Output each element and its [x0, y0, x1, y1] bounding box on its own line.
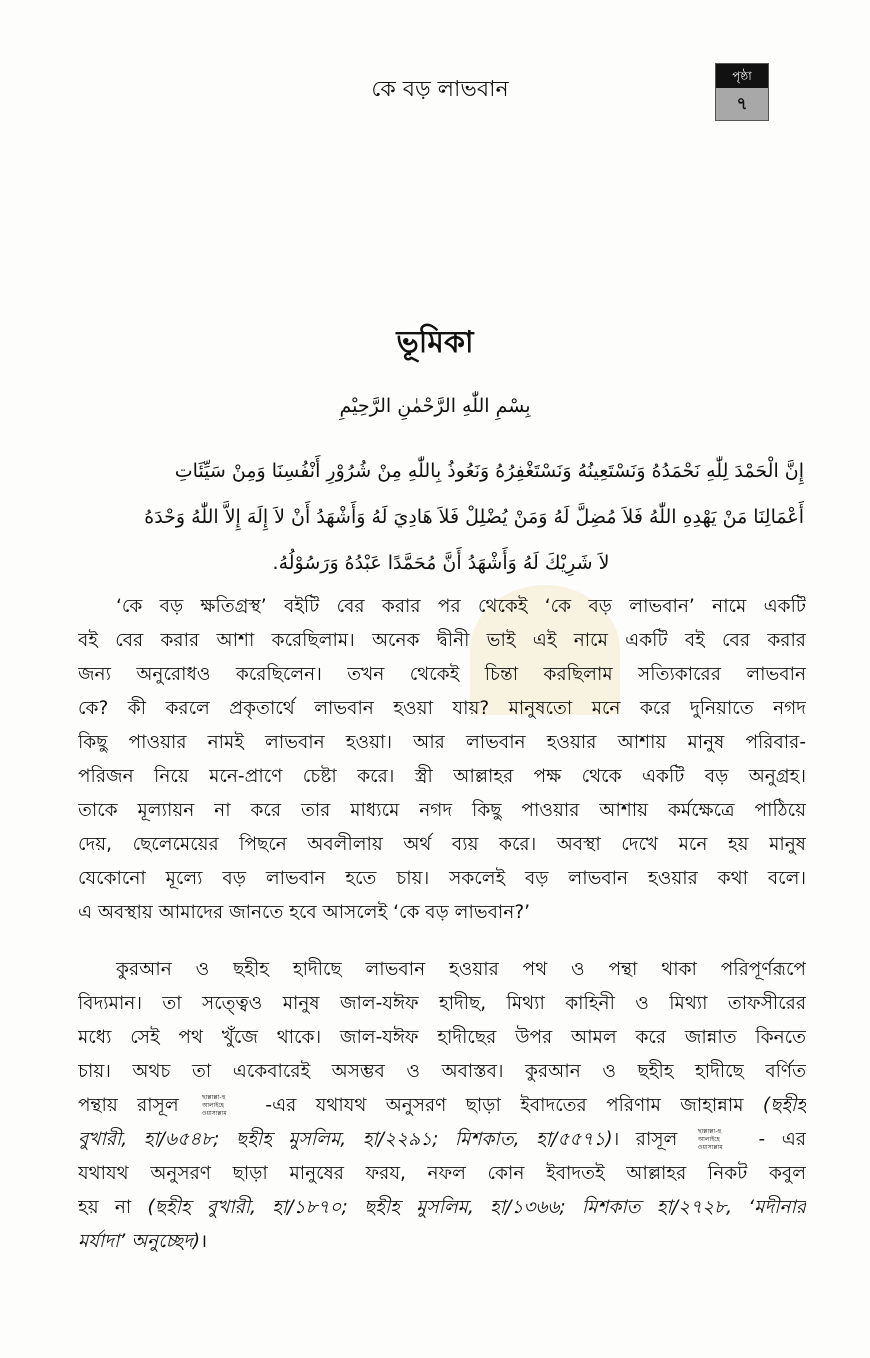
reference-citation: মর্যাদা’ অনুচ্ছেদ) [78, 1231, 201, 1252]
text-span: হয় না [78, 1197, 132, 1218]
page-number-badge [715, 63, 769, 121]
text-line: কিছু পাওয়ার নামই লাভবান হওয়া। আর লাভবান হওয়ার আশায় মানুষ পরিবার- [78, 732, 806, 753]
text-line: কে? কী করলে প্রকৃতার্থে লাভবান হওয়া যায়? মানুষতো মনে করে দুনিয়াতে নগদ [78, 698, 806, 719]
page-label: পৃষ্ঠা [716, 64, 768, 88]
text-line: মধ্যে সেই পথ খুঁজে থাকে। জাল-যঈফ হাদীছের উপর আমল করে জান্নাত কিনতে [78, 1027, 806, 1048]
arabic-line: إِنَّ الْحَمْدَ لِلّٰهِ نَحْمَدُهُ وَنَسْتَعِينُهُ وَنَسْتَغْفِرُهُ وَنَعُوذُ بِاللّٰهِ مِنْ شُرُوْرِ أَنْفُسِنَا وَمِنْ سَيِّئَاتِ [174, 460, 804, 482]
salawat-line: ছাল্লাল্লা-হু [697, 1128, 722, 1135]
page-number: ৭ [716, 88, 768, 120]
text-line: তাকে মূল্যায়ন না করে তার মাধ্যমে নগদ কিছু পাওয়ার আশায় কর্মক্ষেত্রে পাঠিয়ে [78, 800, 806, 821]
text-span: । রাসূল [612, 1129, 678, 1150]
basmala: بِسْمِ اللّٰهِ الرَّحْمٰنِ الرَّحِيْمِ [339, 395, 531, 417]
text-line: দেয়, ছেলেমেয়ের পিছনে অবলীলায় অর্থ ব্যয় করে। অবস্থা দেখে মনে হয় মানুষ [78, 834, 806, 855]
text-line: যেকোনো মূল্যে বড় লাভবান হতে চায়। সকলেই বড় লাভবান হওয়ার কথা বলে। [78, 868, 806, 889]
text-line: বিদ্যমান। তা সত্ত্বেও মানুষ জাল-যঈফ হাদীছ, মিথ্যা কাহিনী ও মিথ্যা তাফসীরের [78, 993, 806, 1014]
arabic-line: لاَ شَرِيْكَ لَهُ وَأَشْهَدُ أَنَّ مُحَمَّدًا عَبْدُهُ وَرَسُوْلُهُ. [272, 552, 610, 574]
salawat-mark [698, 1128, 738, 1152]
text-span: - এর [758, 1129, 806, 1150]
salawat-line: ওয়াসাল্লাম [202, 1110, 227, 1117]
text-line: ‘কে বড় ক্ষতিগ্রস্থ’ বইটি বের করার পর থেকেই ‘কে বড় লাভবান’ নামে একটি [116, 596, 806, 617]
text-span: । [200, 1231, 208, 1252]
arabic-line: أَعْمَالِنَا مَنْ يَهْدِهِ اللّٰهُ فَلاَ مُضِلَّ لَهُ وَمَنْ يُضْلِلْ فَلاَ هَادِيَ لَهُ وَأَشْهَدُ أَنْ لاَ إِلَهَ إِلاَّ اللّٰهُ وَحْدَهُ [144, 506, 804, 528]
arabic-khutbah [78, 448, 804, 586]
text-line: বই বের করার আশা করেছিলাম। অনেক দ্বীনী ভাই এই নামে একটি বই বের করার [78, 630, 806, 651]
paragraph-intro [78, 590, 806, 930]
text-line: পরিজন নিয়ে মনে-প্রাণে চেষ্টা করে। স্ত্রী আল্লাহর পক্ষ থেকে একটি বড় অনুগ্রহ। [78, 766, 806, 787]
paragraph-quran-hadith [78, 953, 806, 1259]
text-line [78, 1123, 806, 1157]
chapter-heading: ভূমিকা [396, 325, 474, 360]
salawat-line: ছাল্লাল্লা-হু [202, 1094, 226, 1101]
text-line [78, 1089, 806, 1123]
text-line: জন্য অনুরোধও করেছিলেন। তখন থেকেই চিন্তা করছিলাম সত্যিকারের লাভবান [78, 664, 806, 685]
reference-citation: (ছহীহ [762, 1095, 806, 1116]
salawat-line: আলাইহে [202, 1102, 224, 1109]
text-span: পন্থায় রাসূল [78, 1095, 179, 1116]
running-title: কে বড় লাভবান [371, 77, 509, 102]
reference-citation: (ছহীহ বুখারী, হা/১৮৭০; ছহীহ মুসলিম, হা/১৩৬৬; মিশকাত হা/২৭২৮, ‘মদীনার [147, 1197, 806, 1218]
text-line: কুরআন ও ছহীহ হাদীছে লাভবান হওয়ার পথ ও পন্থা থাকা পরিপূর্ণরূপে [116, 959, 806, 980]
text-line: এ অবস্থায় আমাদের জানতে হবে আসলেই ‘কে বড় লাভবান?’ [78, 902, 531, 923]
salawat-mark [202, 1094, 242, 1118]
text-line: চায়। অথচ তা একেবারেই অসম্ভব ও অবাস্তব। কুরআন ও ছহীহ হাদীছে বর্ণিত [78, 1061, 806, 1082]
text-line [78, 1191, 806, 1225]
text-span: -এর যথাযথ অনুসরণ ছাড়া ইবাদতের পরিণাম জাহান্নাম [265, 1095, 744, 1116]
text-line: যথাযথ অনুসরণ ছাড়া মানুষের ফরয, নফল কোন ইবাদতই আল্লাহর নিকট কবুল [78, 1163, 806, 1184]
reference-citation: বুখারী, হা/৬৫৪৮; ছহীহ মুসলিম, হা/২২৯১; মিশকাত, হা/৫৫৭১) [78, 1129, 613, 1150]
salawat-line: ওয়াসাল্লাম [697, 1144, 723, 1151]
text-line [78, 1225, 806, 1259]
salawat-line: আলাইহে [697, 1136, 720, 1143]
